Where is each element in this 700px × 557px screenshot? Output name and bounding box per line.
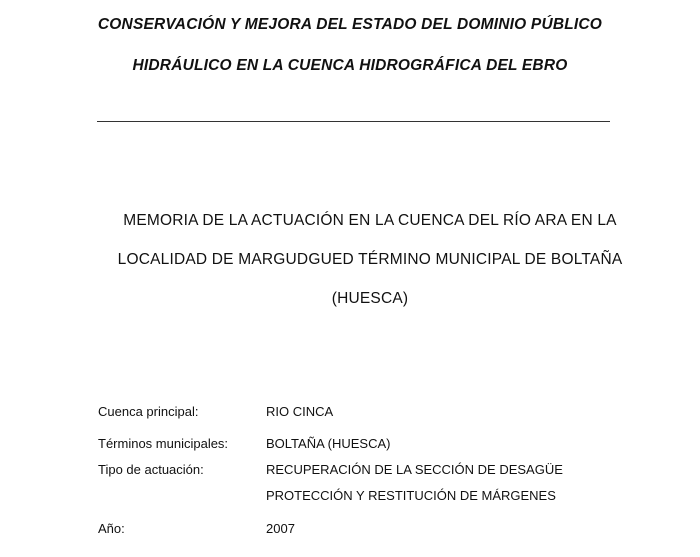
terminos-municipales-label: Términos municipales:	[98, 436, 229, 451]
document-title-line-1: CONSERVACIÓN Y MEJORA DEL ESTADO DEL DOMINIO PÚBLICO	[97, 16, 603, 33]
memoria-title-line-2: LOCALIDAD DE MARGUDGUED TÉRMINO MUNICIPAL DE BOLTAÑA	[117, 251, 623, 268]
anio-label: Año:	[98, 521, 125, 536]
tipo-actuacion-value-2: PROTECCIÓN Y RESTITUCIÓN DE MÁRGENES	[266, 488, 556, 503]
horizontal-divider	[97, 121, 610, 122]
tipo-actuacion-label: Tipo de actuación:	[98, 462, 204, 477]
tipo-actuacion-value-1: RECUPERACIÓN DE LA SECCIÓN DE DESAGÜE	[266, 462, 563, 477]
cuenca-principal-value: RIO CINCA	[266, 404, 334, 419]
memoria-title-line-1: MEMORIA DE LA ACTUACIÓN EN LA CUENCA DEL RÍO ARA EN LA	[123, 212, 617, 229]
cuenca-principal-label: Cuenca principal:	[98, 404, 199, 419]
terminos-municipales-value: BOLTAÑA (HUESCA)	[266, 436, 391, 451]
memoria-title-line-3: (HUESCA)	[331, 290, 409, 307]
document-title-line-2: HIDRÁULICO EN LA CUENCA HIDROGRÁFICA DEL EBRO	[132, 57, 568, 74]
anio-value: 2007	[266, 521, 295, 536]
